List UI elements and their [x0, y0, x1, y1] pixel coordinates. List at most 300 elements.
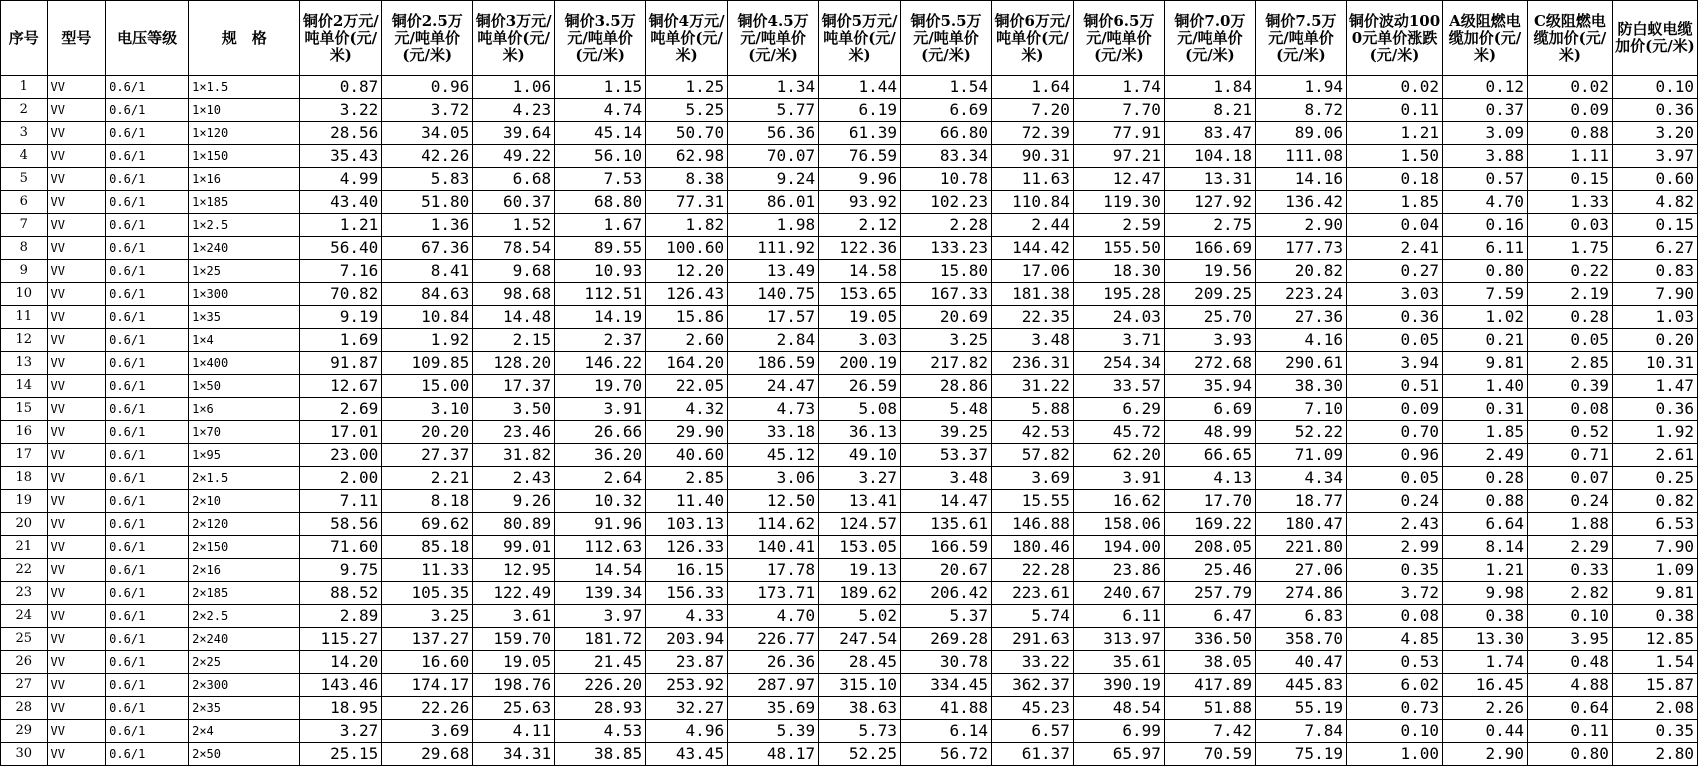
- table-cell: 0.24: [1527, 490, 1612, 513]
- table-cell: 35.69: [728, 697, 819, 720]
- table-cell: 2×120: [189, 513, 300, 536]
- table-cell: 155.50: [1073, 237, 1164, 260]
- table-cell: 56.10: [555, 145, 646, 168]
- table-cell: 334.45: [901, 674, 992, 697]
- table-cell: 61.39: [819, 122, 901, 145]
- table-cell: 13.49: [728, 260, 819, 283]
- table-cell: VV: [47, 628, 106, 651]
- table-cell: 21.45: [555, 651, 646, 674]
- table-row: [1, 421, 1698, 444]
- table-cell: 40.47: [1255, 651, 1346, 674]
- table-cell: 3.88: [1443, 145, 1528, 168]
- table-cell: 189.62: [819, 582, 901, 605]
- table-cell: 14.58: [819, 260, 901, 283]
- table-cell: 7.84: [1255, 720, 1346, 743]
- table-cell: 45.72: [1073, 421, 1164, 444]
- table-cell: 17.78: [728, 559, 819, 582]
- table-cell: 0.88: [1443, 490, 1528, 513]
- table-cell: 26.36: [728, 651, 819, 674]
- table-cell: 17.01: [300, 421, 382, 444]
- table-cell: 77.31: [646, 191, 728, 214]
- table-cell: 85.18: [382, 536, 473, 559]
- table-cell: 49.22: [473, 145, 555, 168]
- table-cell: 3.25: [901, 329, 992, 352]
- table-cell: 27.06: [1255, 559, 1346, 582]
- table-cell: 4.32: [646, 398, 728, 421]
- table-cell: 2×16: [189, 559, 300, 582]
- table-cell: 0.6/1: [106, 99, 189, 122]
- table-cell: 6.68: [473, 168, 555, 191]
- table-cell: 22: [1, 559, 48, 582]
- table-cell: 15.55: [992, 490, 1074, 513]
- table-cell: 0.6/1: [106, 352, 189, 375]
- table-cell: 78.54: [473, 237, 555, 260]
- table-cell: 7.90: [1612, 536, 1697, 559]
- table-cell: 4.82: [1612, 191, 1697, 214]
- table-cell: 27.37: [382, 444, 473, 467]
- table-cell: VV: [47, 720, 106, 743]
- table-cell: 11.63: [992, 168, 1074, 191]
- table-cell: 0.11: [1527, 720, 1612, 743]
- table-cell: 39.64: [473, 122, 555, 145]
- table-cell: 126.43: [646, 283, 728, 306]
- table-cell: 112.63: [555, 536, 646, 559]
- column-header: 铜价3万元/吨单价(元/米): [473, 1, 555, 76]
- table-cell: 445.83: [1255, 674, 1346, 697]
- table-cell: 127.92: [1164, 191, 1255, 214]
- table-cell: 1.94: [1255, 76, 1346, 99]
- table-cell: 0.6/1: [106, 214, 189, 237]
- table-cell: 16: [1, 421, 48, 444]
- table-cell: 0.15: [1527, 168, 1612, 191]
- table-row: [1, 76, 1698, 99]
- table-cell: 88.52: [300, 582, 382, 605]
- table-cell: 38.30: [1255, 375, 1346, 398]
- table-cell: 2.00: [300, 467, 382, 490]
- table-cell: 9.98: [1443, 582, 1528, 605]
- table-cell: 6.57: [992, 720, 1074, 743]
- table-cell: 6.47: [1164, 605, 1255, 628]
- table-cell: 0.09: [1527, 99, 1612, 122]
- column-header: 铜价4万元/吨单价(元/米): [646, 1, 728, 76]
- table-cell: 111.08: [1255, 145, 1346, 168]
- table-cell: 2×300: [189, 674, 300, 697]
- table-cell: 0.09: [1346, 398, 1442, 421]
- table-cell: VV: [47, 582, 106, 605]
- table-cell: 0.83: [1612, 260, 1697, 283]
- table-cell: 35.94: [1164, 375, 1255, 398]
- table-cell: 1×150: [189, 145, 300, 168]
- table-cell: 6.11: [1073, 605, 1164, 628]
- table-cell: 1.88: [1527, 513, 1612, 536]
- table-cell: 20.82: [1255, 260, 1346, 283]
- table-cell: 1.92: [382, 329, 473, 352]
- table-cell: 8.18: [382, 490, 473, 513]
- table-cell: 0.38: [1443, 605, 1528, 628]
- table-cell: 5.02: [819, 605, 901, 628]
- table-cell: 0.6/1: [106, 605, 189, 628]
- table-cell: 89.55: [555, 237, 646, 260]
- table-cell: 6.19: [819, 99, 901, 122]
- table-cell: 2.89: [300, 605, 382, 628]
- table-cell: 1.47: [1612, 375, 1697, 398]
- table-row: [1, 398, 1698, 421]
- table-cell: 62.20: [1073, 444, 1164, 467]
- table-cell: 3.61: [473, 605, 555, 628]
- table-cell: 105.35: [382, 582, 473, 605]
- table-cell: 0.96: [1346, 444, 1442, 467]
- table-cell: 91.87: [300, 352, 382, 375]
- table-cell: 8: [1, 237, 48, 260]
- table-cell: 0.71: [1527, 444, 1612, 467]
- table-cell: 65.97: [1073, 743, 1164, 766]
- table-cell: 3.71: [1073, 329, 1164, 352]
- table-cell: 144.42: [992, 237, 1074, 260]
- table-cell: 29.68: [382, 743, 473, 766]
- table-cell: 28.93: [555, 697, 646, 720]
- table-cell: 10.78: [901, 168, 992, 191]
- table-cell: 4.96: [646, 720, 728, 743]
- table-cell: 2.19: [1527, 283, 1612, 306]
- table-cell: VV: [47, 283, 106, 306]
- table-cell: 2.44: [992, 214, 1074, 237]
- table-cell: 3.03: [1346, 283, 1442, 306]
- table-cell: 3.97: [555, 605, 646, 628]
- table-cell: 25: [1, 628, 48, 651]
- table-cell: 1.82: [646, 214, 728, 237]
- table-cell: 2.90: [1255, 214, 1346, 237]
- header-row: [1, 1, 1698, 76]
- table-cell: 2.84: [728, 329, 819, 352]
- table-cell: 166.69: [1164, 237, 1255, 260]
- table-cell: 3.25: [382, 605, 473, 628]
- table-cell: 0.6/1: [106, 743, 189, 766]
- table-cell: 158.06: [1073, 513, 1164, 536]
- table-cell: 19: [1, 490, 48, 513]
- table-cell: 26.66: [555, 421, 646, 444]
- table-cell: 1.74: [1443, 651, 1528, 674]
- table-cell: 103.13: [646, 513, 728, 536]
- table-cell: 177.73: [1255, 237, 1346, 260]
- table-cell: 0.10: [1612, 76, 1697, 99]
- table-cell: 36.20: [555, 444, 646, 467]
- table-cell: 5.74: [992, 605, 1074, 628]
- table-cell: 0.38: [1612, 605, 1697, 628]
- table-cell: 7: [1, 214, 48, 237]
- table-cell: 31.22: [992, 375, 1074, 398]
- table-cell: 14.16: [1255, 168, 1346, 191]
- table-cell: 5.73: [819, 720, 901, 743]
- table-row: [1, 559, 1698, 582]
- table-cell: 1.74: [1073, 76, 1164, 99]
- table-cell: 180.46: [992, 536, 1074, 559]
- table-cell: 0.96: [382, 76, 473, 99]
- table-cell: 3.22: [300, 99, 382, 122]
- table-cell: 1×4: [189, 329, 300, 352]
- table-cell: 2×150: [189, 536, 300, 559]
- table-cell: 358.70: [1255, 628, 1346, 651]
- table-cell: 0.82: [1612, 490, 1697, 513]
- table-cell: 6.29: [1073, 398, 1164, 421]
- table-cell: 114.62: [728, 513, 819, 536]
- table-cell: 0.80: [1443, 260, 1528, 283]
- table-cell: 3.09: [1443, 122, 1528, 145]
- column-header: 防白蚁电缆加价(元/米): [1612, 1, 1697, 76]
- table-cell: 2.37: [555, 329, 646, 352]
- table-cell: 247.54: [819, 628, 901, 651]
- table-cell: 71.09: [1255, 444, 1346, 467]
- table-cell: 1.64: [992, 76, 1074, 99]
- table-cell: 0.12: [1443, 76, 1528, 99]
- table-cell: 12.85: [1612, 628, 1697, 651]
- table-cell: 14.19: [555, 306, 646, 329]
- table-cell: 5.88: [992, 398, 1074, 421]
- table-cell: 3.69: [382, 720, 473, 743]
- table-cell: 1.54: [901, 76, 992, 99]
- table-cell: 203.94: [646, 628, 728, 651]
- table-cell: VV: [47, 490, 106, 513]
- table-cell: 126.33: [646, 536, 728, 559]
- table-cell: 0.6/1: [106, 467, 189, 490]
- table-cell: 0.36: [1612, 398, 1697, 421]
- table-cell: 1.21: [300, 214, 382, 237]
- table-cell: 2×2.5: [189, 605, 300, 628]
- table-cell: 128.20: [473, 352, 555, 375]
- table-cell: 28.45: [819, 651, 901, 674]
- table-cell: 32.27: [646, 697, 728, 720]
- table-cell: 99.01: [473, 536, 555, 559]
- table-cell: 0.02: [1346, 76, 1442, 99]
- table-cell: 5.08: [819, 398, 901, 421]
- table-cell: 7.20: [992, 99, 1074, 122]
- table-cell: 1.21: [1443, 559, 1528, 582]
- table-row: [1, 191, 1698, 214]
- table-cell: 1.21: [1346, 122, 1442, 145]
- table-cell: 2.75: [1164, 214, 1255, 237]
- table-cell: 14.47: [901, 490, 992, 513]
- table-cell: 23: [1, 582, 48, 605]
- table-cell: 315.10: [819, 674, 901, 697]
- table-cell: 274.86: [1255, 582, 1346, 605]
- table-cell: 28.86: [901, 375, 992, 398]
- table-cell: 186.59: [728, 352, 819, 375]
- table-cell: VV: [47, 214, 106, 237]
- table-cell: 12.20: [646, 260, 728, 283]
- table-cell: 156.33: [646, 582, 728, 605]
- table-cell: 0.6/1: [106, 260, 189, 283]
- table-cell: 6.02: [1346, 674, 1442, 697]
- table-row: [1, 605, 1698, 628]
- table-cell: 0.51: [1346, 375, 1442, 398]
- table-cell: 0.08: [1346, 605, 1442, 628]
- table-cell: 4.34: [1255, 467, 1346, 490]
- table-cell: 173.71: [728, 582, 819, 605]
- table-cell: 24: [1, 605, 48, 628]
- table-cell: 52.22: [1255, 421, 1346, 444]
- table-cell: 7.10: [1255, 398, 1346, 421]
- table-cell: 2.26: [1443, 697, 1528, 720]
- table-cell: 1×185: [189, 191, 300, 214]
- table-cell: 66.80: [901, 122, 992, 145]
- table-cell: 18: [1, 467, 48, 490]
- table-cell: 7.90: [1612, 283, 1697, 306]
- table-row: [1, 628, 1698, 651]
- table-cell: 2×4: [189, 720, 300, 743]
- table-row: [1, 99, 1698, 122]
- table-cell: 31.82: [473, 444, 555, 467]
- table-cell: VV: [47, 99, 106, 122]
- table-cell: VV: [47, 697, 106, 720]
- table-cell: 1.85: [1443, 421, 1528, 444]
- table-cell: 1×2.5: [189, 214, 300, 237]
- table-cell: 3: [1, 122, 48, 145]
- table-cell: 38.05: [1164, 651, 1255, 674]
- table-cell: 9.68: [473, 260, 555, 283]
- table-cell: 60.37: [473, 191, 555, 214]
- table-cell: 254.34: [1073, 352, 1164, 375]
- table-cell: 0.36: [1346, 306, 1442, 329]
- table-cell: 10.84: [382, 306, 473, 329]
- column-header: 铜价6万元/吨单价(元/米): [992, 1, 1074, 76]
- table-cell: 0.80: [1527, 743, 1612, 766]
- table-cell: 51.80: [382, 191, 473, 214]
- table-cell: 4: [1, 145, 48, 168]
- column-header: 铜价3.5万元/吨单价(元/米): [555, 1, 646, 76]
- table-cell: 45.23: [992, 697, 1074, 720]
- table-cell: 83.34: [901, 145, 992, 168]
- table-cell: 0.18: [1346, 168, 1442, 191]
- table-cell: 7.11: [300, 490, 382, 513]
- table-cell: 9.75: [300, 559, 382, 582]
- table-cell: 9.26: [473, 490, 555, 513]
- table-cell: 8.21: [1164, 99, 1255, 122]
- table-cell: VV: [47, 329, 106, 352]
- table-cell: 19.70: [555, 375, 646, 398]
- table-cell: 135.61: [901, 513, 992, 536]
- table-cell: 253.92: [646, 674, 728, 697]
- table-cell: 0.52: [1527, 421, 1612, 444]
- table-cell: 3.10: [382, 398, 473, 421]
- table-cell: 6.64: [1443, 513, 1528, 536]
- table-cell: 10.93: [555, 260, 646, 283]
- table-cell: 42.53: [992, 421, 1074, 444]
- table-cell: 25.63: [473, 697, 555, 720]
- table-cell: VV: [47, 260, 106, 283]
- table-cell: 137.27: [382, 628, 473, 651]
- table-cell: 71.60: [300, 536, 382, 559]
- table-cell: 290.61: [1255, 352, 1346, 375]
- table-cell: 0.6/1: [106, 536, 189, 559]
- table-cell: 48.17: [728, 743, 819, 766]
- table-cell: 48.54: [1073, 697, 1164, 720]
- table-cell: 1×16: [189, 168, 300, 191]
- table-cell: 24.03: [1073, 306, 1164, 329]
- table-cell: 3.20: [1612, 122, 1697, 145]
- table-cell: 2.08: [1612, 697, 1697, 720]
- table-cell: 0.31: [1443, 398, 1528, 421]
- table-cell: 5.37: [901, 605, 992, 628]
- table-cell: 26: [1, 651, 48, 674]
- column-header: 规 格: [189, 1, 300, 76]
- table-cell: 98.68: [473, 283, 555, 306]
- table-cell: 33.22: [992, 651, 1074, 674]
- table-cell: 67.36: [382, 237, 473, 260]
- table-cell: 166.59: [901, 536, 992, 559]
- table-cell: 0.28: [1527, 306, 1612, 329]
- table-cell: 70.59: [1164, 743, 1255, 766]
- table-cell: 5.77: [728, 99, 819, 122]
- table-cell: 0.20: [1612, 329, 1697, 352]
- table-cell: 174.17: [382, 674, 473, 697]
- table-cell: 1.25: [646, 76, 728, 99]
- table-cell: 6.53: [1612, 513, 1697, 536]
- table-cell: 0.73: [1346, 697, 1442, 720]
- table-cell: 20.69: [901, 306, 992, 329]
- table-cell: VV: [47, 421, 106, 444]
- table-cell: 12.67: [300, 375, 382, 398]
- table-cell: 0.44: [1443, 720, 1528, 743]
- table-cell: 0.28: [1443, 467, 1528, 490]
- table-cell: 6.14: [901, 720, 992, 743]
- table-cell: 1×1.5: [189, 76, 300, 99]
- table-cell: 0.33: [1527, 559, 1612, 582]
- table-cell: 0.6/1: [106, 421, 189, 444]
- table-cell: 4.70: [1443, 191, 1528, 214]
- table-cell: 56.72: [901, 743, 992, 766]
- table-cell: 167.33: [901, 283, 992, 306]
- table-cell: 133.23: [901, 237, 992, 260]
- table-cell: 5.83: [382, 168, 473, 191]
- table-cell: 7.53: [555, 168, 646, 191]
- table-cell: 93.92: [819, 191, 901, 214]
- table-cell: 4.13: [1164, 467, 1255, 490]
- table-cell: 1.03: [1612, 306, 1697, 329]
- table-cell: 3.50: [473, 398, 555, 421]
- table-cell: 33.18: [728, 421, 819, 444]
- table-cell: VV: [47, 674, 106, 697]
- table-cell: 136.42: [1255, 191, 1346, 214]
- table-cell: VV: [47, 444, 106, 467]
- table-cell: 362.37: [992, 674, 1074, 697]
- table-cell: 36.13: [819, 421, 901, 444]
- table-cell: 0.04: [1346, 214, 1442, 237]
- table-cell: 22.05: [646, 375, 728, 398]
- table-cell: 1×25: [189, 260, 300, 283]
- table-cell: 19.56: [1164, 260, 1255, 283]
- table-cell: 53.37: [901, 444, 992, 467]
- table-cell: 181.72: [555, 628, 646, 651]
- table-cell: 25.70: [1164, 306, 1255, 329]
- column-header: 铜价7.0万元/吨单价(元/米): [1164, 1, 1255, 76]
- table-cell: 35.43: [300, 145, 382, 168]
- table-cell: 0.87: [300, 76, 382, 99]
- table-cell: 223.61: [992, 582, 1074, 605]
- table-cell: 198.76: [473, 674, 555, 697]
- table-cell: 194.00: [1073, 536, 1164, 559]
- table-cell: 0.64: [1527, 697, 1612, 720]
- table-cell: 417.89: [1164, 674, 1255, 697]
- table-cell: 3.03: [819, 329, 901, 352]
- table-cell: 4.23: [473, 99, 555, 122]
- table-cell: 49.10: [819, 444, 901, 467]
- table-cell: 8.14: [1443, 536, 1528, 559]
- table-cell: 0.6/1: [106, 559, 189, 582]
- table-cell: 25.15: [300, 743, 382, 766]
- table-row: [1, 697, 1698, 720]
- table-cell: 12.95: [473, 559, 555, 582]
- table-row: [1, 582, 1698, 605]
- table-cell: 22.35: [992, 306, 1074, 329]
